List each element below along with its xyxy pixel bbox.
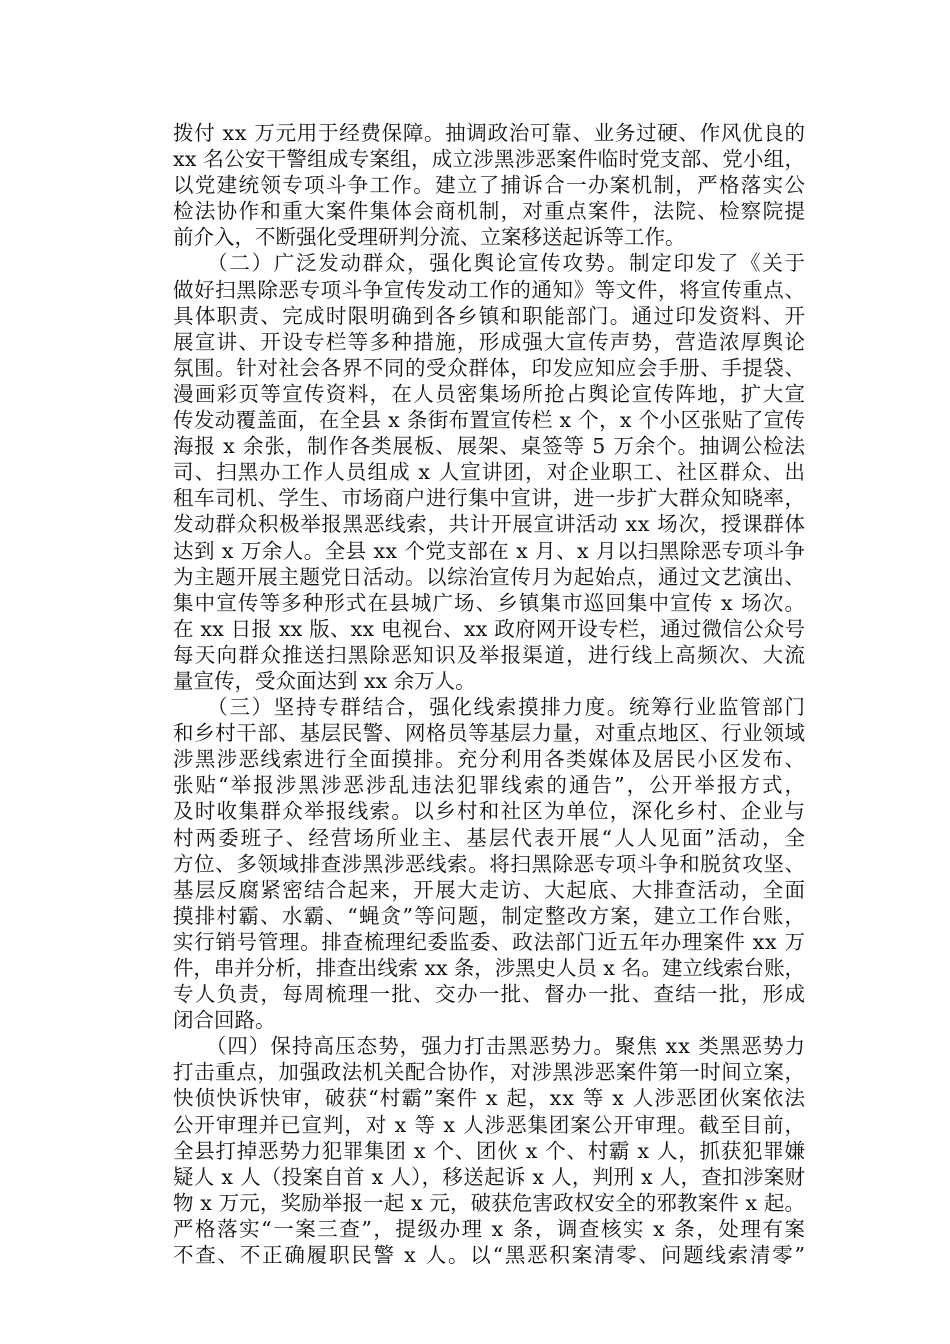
text-line: 量宣传，受众面达到 xx 余万人。 bbox=[173, 668, 476, 693]
text-line: 物 x 万元，奖励举报一起 x 元，破获危害政权安全的邪教案件 x 起。 bbox=[173, 1190, 806, 1215]
text-line: 漫画彩页等宣传资料，在人员密集场所抢占舆论宣传阵地，扩大宣 bbox=[173, 381, 807, 406]
text-line: xx 名公安干警组成专案组，成立涉黑涉恶案件临时党支部、党小组， bbox=[173, 147, 806, 172]
text-line: 海报 x 余张，制作各类展板、展架、桌签等 5 万余个。抽调公检法 bbox=[173, 434, 806, 459]
text-line: 摸排村霸、水霸、“蝇贪”等问题，制定整改方案，建立工作台账， bbox=[173, 903, 807, 928]
text-line: 前介入，不断强化受理研判分流、立案移送起诉等工作。 bbox=[173, 225, 686, 250]
text-line: 展宣讲、开设专栏等多种措施，形成强大宣传声势，营造浓厚舆论 bbox=[173, 329, 807, 354]
text-line: （二）广泛发动群众，强化舆论宣传攻势。制定印发了《关于 bbox=[173, 251, 807, 276]
text-line: 达到 x 万余人。全县 xx 个党支部在 x 月、x 月以扫黑除恶专项斗争 bbox=[173, 538, 806, 563]
text-line: 为主题开展主题党日活动。以综治宣传月为起始点，通过文艺演出、 bbox=[173, 564, 806, 589]
text-line: 和乡村干部、基层民警、网格员等基层力量，对重点地区、行业领域 bbox=[173, 721, 806, 746]
text-line: 不查、不正确履职民警 x 人。以“黑恶积案清零、问题线索清零” bbox=[173, 1243, 807, 1268]
text-line: 传发动覆盖面，在全县 x 条街布置宣传栏 x 个，x 个小区张贴了宣传 bbox=[173, 408, 806, 433]
text-line: 具体职责、完成时限明确到各乡镇和职能部门。通过印发资料、开 bbox=[173, 303, 807, 328]
text-line: 租车司机、学生、市场商户进行集中宣讲，进一步扩大群众知晓率， bbox=[173, 486, 806, 511]
text-line: 专人负责，每周梳理一批、交办一批、督办一批、查结一批，形成 bbox=[173, 982, 807, 1007]
text-line: 疑人 x 人（投案自首 x 人），移送起诉 x 人，判刑 x 人，查扣涉案财 bbox=[173, 1164, 806, 1189]
text-line: 实行销号管理。排查梳理纪委监委、政法部门近五年办理案件 xx 万 bbox=[173, 929, 806, 954]
text-line: 发动群众积极举报黑恶线索，共计开展宣讲活动 xx 场次，授课群体 bbox=[173, 512, 806, 537]
text-line: 打击重点，加强政法机关配合协作，对涉黑涉恶案件第一时间立案， bbox=[173, 1060, 806, 1085]
text-line: 快侦快诉快审，破获“村霸”案件 x 起，xx 等 x 人涉恶团伙案依法 bbox=[173, 1086, 807, 1111]
text-line: 拨付 xx 万元用于经费保障。抽调政治可靠、业务过硬、作风优良的 bbox=[173, 121, 806, 145]
text-line: 以党建统领专项斗争工作。建立了捕诉合一办案机制，严格落实公 bbox=[173, 173, 807, 198]
body-text bbox=[173, 120, 808, 1268]
text-line: 件，串并分析，排查出线索 xx 条，涉黑史人员 x 名。建立线索台账， bbox=[173, 956, 805, 980]
text-line: 方位、多领域排查涉黑涉恶线索。将扫黑除恶专项斗争和脱贫攻坚、 bbox=[173, 851, 806, 876]
text-line: （四）保持高压态势，强力打击黑恶势力。聚焦 xx 类黑恶势力 bbox=[173, 1034, 807, 1059]
text-line: （三）坚持专群结合，强化线索摸排力度。统筹行业监管部门 bbox=[173, 695, 807, 720]
text-line: 集中宣传等多种形式在县城广场、乡镇集市巡回集中宣传 x 场次。 bbox=[173, 590, 807, 615]
text-line: 做好扫黑除恶专项斗争宣传发动工作的通知》等文件，将宣传重点、 bbox=[173, 277, 806, 302]
text-line: 在 xx 日报 xx 版、xx 电视台、xx 政府网开设专栏，通过微信公众号 bbox=[173, 616, 806, 641]
text-line: 涉黑涉恶线索进行全面摸排。充分利用各类媒体及居民小区发布、 bbox=[173, 747, 807, 772]
text-line: 基层反腐紧密结合起来，开展大走访、大起底、大排查活动，全面 bbox=[173, 877, 807, 902]
text-line: 公开审理并已宣判，对 x 等 x 人涉恶集团案公开审理。截至目前， bbox=[173, 1112, 806, 1137]
text-line: 及时收集群众举报线索。以乡村和社区为单位，深化乡村、企业与 bbox=[173, 799, 807, 824]
text-line: 张贴“举报涉黑涉恶涉乱违法犯罪线索的通告”，公开举报方式， bbox=[173, 773, 808, 798]
text-line: 全县打掉恶势力犯罪集团 x 个、团伙 x 个、村霸 x 人，抓获犯罪嫌 bbox=[173, 1138, 806, 1163]
text-line: 村两委班子、经营场所业主、基层代表开展“人人见面”活动，全 bbox=[173, 825, 808, 850]
text-line: 司、扫黑办工作人员组成 x 人宣讲团，对企业职工、社区群众、出 bbox=[173, 460, 807, 485]
text-line: 氛围。针对社会各界不同的受众群体，印发应知应会手册、手提袋、 bbox=[173, 355, 806, 380]
text-line: 闭合回路。 bbox=[173, 1008, 276, 1033]
text-line: 每天向群众推送扫黑除恶知识及举报渠道，进行线上高频次、大流 bbox=[173, 642, 807, 667]
text-line: 严格落实“一案三查”，提级办理 x 条，调查核实 x 条，处理有案 bbox=[173, 1216, 807, 1241]
text-line: 检法协作和重大案件集体会商机制，对重点案件，法院、检察院提 bbox=[173, 199, 807, 224]
